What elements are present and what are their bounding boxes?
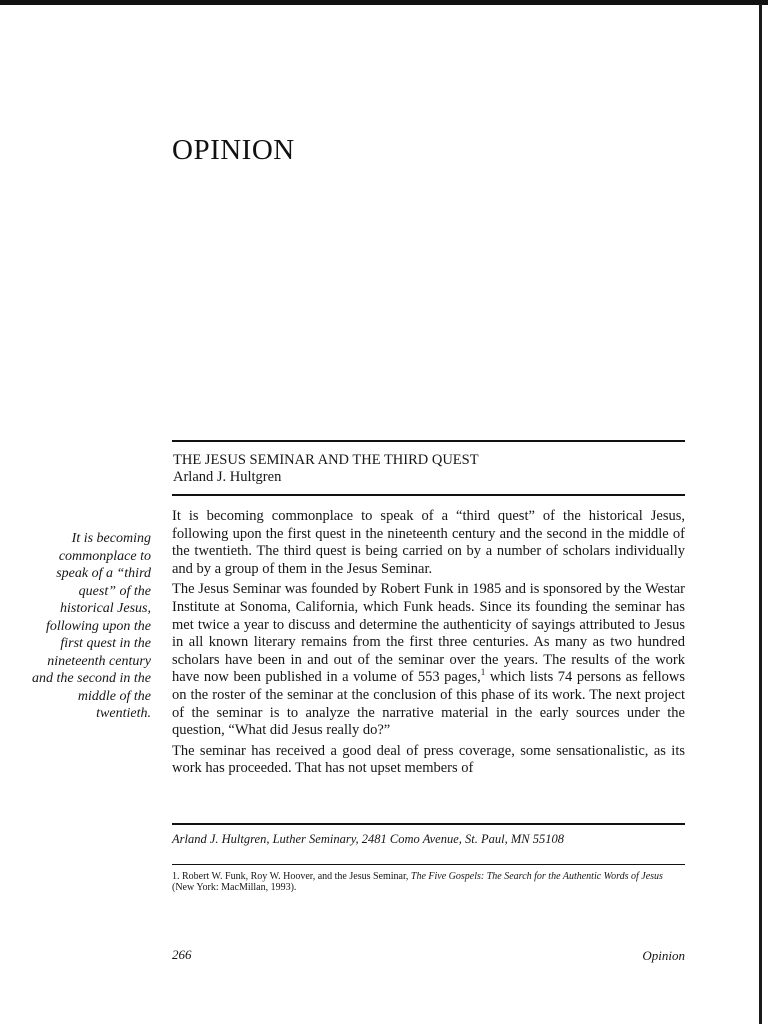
- author-affiliation: Arland J. Hultgren, Luther Seminary, 2481 Como Avenue, St. Paul, MN 55108: [172, 832, 564, 846]
- footnote-book-title: The Five Gospels: The Search for the Authentic Words of Jesus: [410, 871, 663, 882]
- paragraph-1: It is becoming commonplace to speak of a “third quest” of the historical Jesus, following upon the first quest in the nineteenth century and the second in the middle of the twentieth. The third quest is being carried on by a number of scholars individually and by a group of them in the Jesus Seminar.: [172, 508, 685, 577]
- footnote-number: 1.: [172, 871, 180, 882]
- article-title: THE JESUS SEMINAR AND THE THIRD QUEST: [173, 452, 479, 468]
- page-top-edge: [0, 0, 768, 5]
- page-binding-edge: [759, 4, 762, 1024]
- footnote-1: [172, 871, 685, 893]
- running-footer: Opinion: [642, 948, 685, 963]
- footnote-authors: Robert W. Funk, Roy W. Hoover, and the Jesus Seminar,: [179, 871, 411, 882]
- paragraph-2-text-a: The Jesus Seminar was founded by Robert Funk in 1985 and is sponsored by the Westar Institute at Sonoma, California, which Funk heads. Since its founding the seminar has met twice a year to discuss and determine the authenticity of sayings attributed to Jesus in all known literary remains from the first three centuries. As many as two hundred scholars have been in and out of the seminar over the years. The results of the work have now been published in a volume of 553 pages,: [172, 581, 685, 686]
- paragraph-2: [172, 581, 685, 739]
- footnote-publication: (New York: MacMillan, 1993).: [172, 882, 297, 893]
- footnote-marker: 1: [480, 667, 486, 678]
- pull-quote: [30, 530, 151, 723]
- affiliation-rule: [172, 823, 685, 825]
- title-top-rule: [172, 440, 685, 442]
- section-title: OPINION: [172, 134, 295, 166]
- paragraph-3: The seminar has received a good deal of press coverage, some sensationalistic, as its work has proceeded. That has not upset members of: [172, 742, 685, 777]
- article-author: Arland J. Hultgren: [173, 469, 282, 485]
- title-bottom-rule: [172, 494, 685, 496]
- pull-quote-text: It is becoming commonplace to speak of a “third quest” of the historical Jesus, following upon the first quest in the nineteenth century and the second in the middle of the twentieth.: [32, 531, 151, 721]
- paragraph-2-text-b: which lists 74 persons as fellows on the roster of the seminar at the conclusion of this phase of its work. The next project of the seminar is to analyze the narrative material in the early sources under the question, “What did Jesus really do?”: [172, 669, 686, 739]
- page-number: 266: [172, 947, 192, 962]
- footnote-rule: [172, 864, 685, 865]
- article-body: [172, 508, 685, 781]
